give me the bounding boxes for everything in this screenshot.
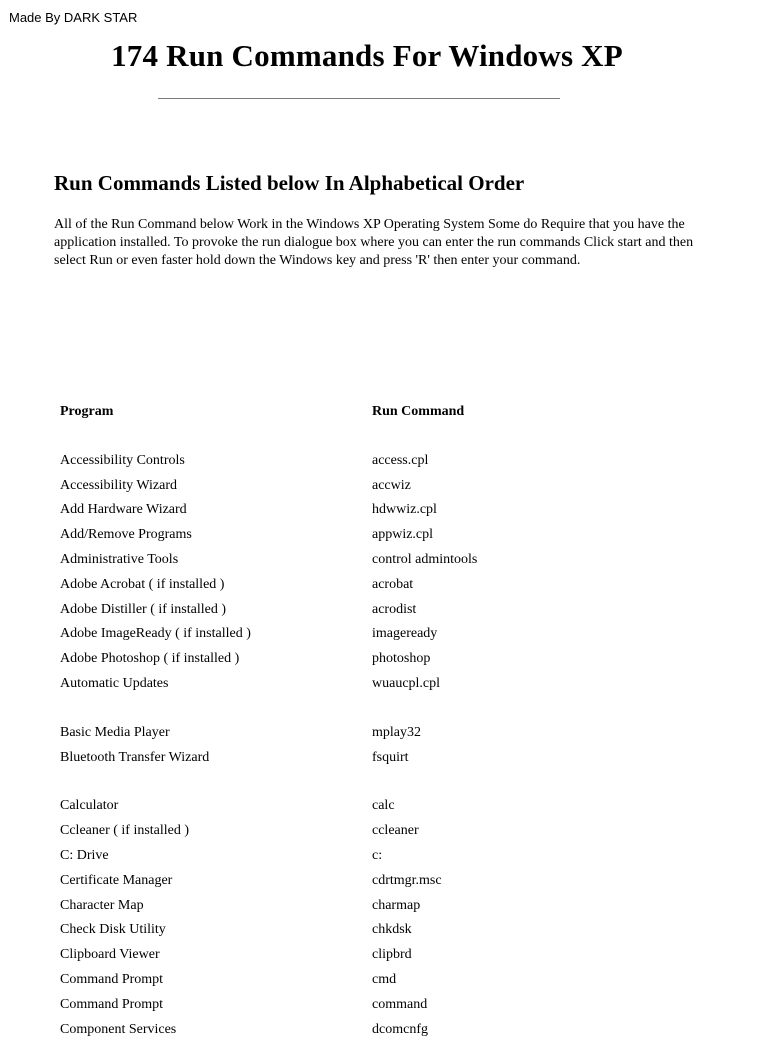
table-row <box>60 723 720 748</box>
table-body <box>60 451 720 1044</box>
program-name: Add/Remove Programs <box>60 527 192 543</box>
table-row <box>60 600 720 625</box>
run-command: imageready <box>372 626 438 642</box>
program-name: Adobe ImageReady ( if installed ) <box>60 626 251 642</box>
program-name: Ccleaner ( if installed ) <box>60 823 190 839</box>
program-name: Bluetooth Transfer Wizard <box>60 749 210 765</box>
program-name: Command Prompt <box>60 996 164 1012</box>
run-command: charmap <box>372 897 421 913</box>
run-command: accwiz <box>372 477 411 493</box>
table-row <box>60 1020 720 1044</box>
program-name: Certificate Manager <box>60 872 173 888</box>
program-name: Calculator <box>60 798 119 814</box>
table-row <box>60 674 720 699</box>
run-commands-table <box>60 402 720 1044</box>
run-command: photoshop <box>372 651 431 667</box>
program-name: Character Map <box>60 897 144 913</box>
table-row <box>60 575 720 600</box>
table-row <box>60 748 720 773</box>
table-row <box>60 896 720 921</box>
column-header-run-command: Run Command <box>372 404 465 419</box>
table-row <box>60 500 720 525</box>
run-command: fsquirt <box>372 749 409 765</box>
program-name: Add Hardware Wizard <box>60 502 187 518</box>
program-name: Clipboard Viewer <box>60 947 160 963</box>
program-name: Component Services <box>60 1021 177 1037</box>
table-row <box>60 945 720 970</box>
program-name: Command Prompt <box>60 971 164 987</box>
table-row <box>60 550 720 575</box>
table-row <box>60 970 720 995</box>
title-divider <box>158 98 560 99</box>
run-command: wuaucpl.cpl <box>372 675 441 691</box>
run-command: clipbrd <box>372 947 412 963</box>
table-row <box>60 476 720 501</box>
made-by-label: Made By DARK STAR <box>9 10 138 25</box>
run-command: acrobat <box>372 576 414 592</box>
table-row <box>60 920 720 945</box>
run-command: calc <box>372 798 395 814</box>
program-name: Administrative Tools <box>60 551 179 567</box>
table-row <box>60 871 720 896</box>
intro-paragraph: All of the Run Command below Work in the Windows XP Operating System Some do Require that you have the application installed. To provoke the run dialogue box where you can enter the run commands Click start and then select Run or even faster hold down the Windows key and press 'R' then enter your command. <box>54 217 694 268</box>
run-command: dcomcnfg <box>372 1021 428 1037</box>
run-command: cmd <box>372 971 397 987</box>
program-name: Accessibility Controls <box>60 452 185 468</box>
run-command: command <box>372 996 428 1012</box>
table-row <box>60 525 720 550</box>
page-title: 174 Run Commands For Windows XP <box>111 38 623 73</box>
program-name: Basic Media Player <box>60 724 170 740</box>
run-command: access.cpl <box>372 452 429 468</box>
program-name: Adobe Photoshop ( if installed ) <box>60 651 240 667</box>
table-row <box>60 821 720 846</box>
table-row <box>60 649 720 674</box>
program-name: Adobe Acrobat ( if installed ) <box>60 576 225 592</box>
run-command: cdrtmgr.msc <box>372 872 442 888</box>
program-name: C: Drive <box>60 847 109 863</box>
program-name: Accessibility Wizard <box>60 477 177 493</box>
table-row <box>60 451 720 476</box>
run-command: ccleaner <box>372 823 419 839</box>
run-command: c: <box>372 847 383 863</box>
run-command: mplay32 <box>372 724 421 740</box>
program-name: Automatic Updates <box>60 675 169 691</box>
run-command: chkdsk <box>372 922 412 938</box>
column-header-program: Program <box>60 404 114 419</box>
table-header-row <box>60 402 720 427</box>
run-command: acrodist <box>372 601 417 617</box>
table-row <box>60 624 720 649</box>
run-command: hdwwiz.cpl <box>372 502 437 518</box>
table-row <box>60 796 720 821</box>
table-row <box>60 995 720 1020</box>
section-heading: Run Commands Listed below In Alphabetical Order <box>54 171 525 195</box>
run-command: appwiz.cpl <box>372 527 434 543</box>
program-name: Adobe Distiller ( if installed ) <box>60 601 227 617</box>
program-name: Check Disk Utility <box>60 922 166 938</box>
run-command: control admintools <box>372 551 478 567</box>
table-row <box>60 846 720 871</box>
